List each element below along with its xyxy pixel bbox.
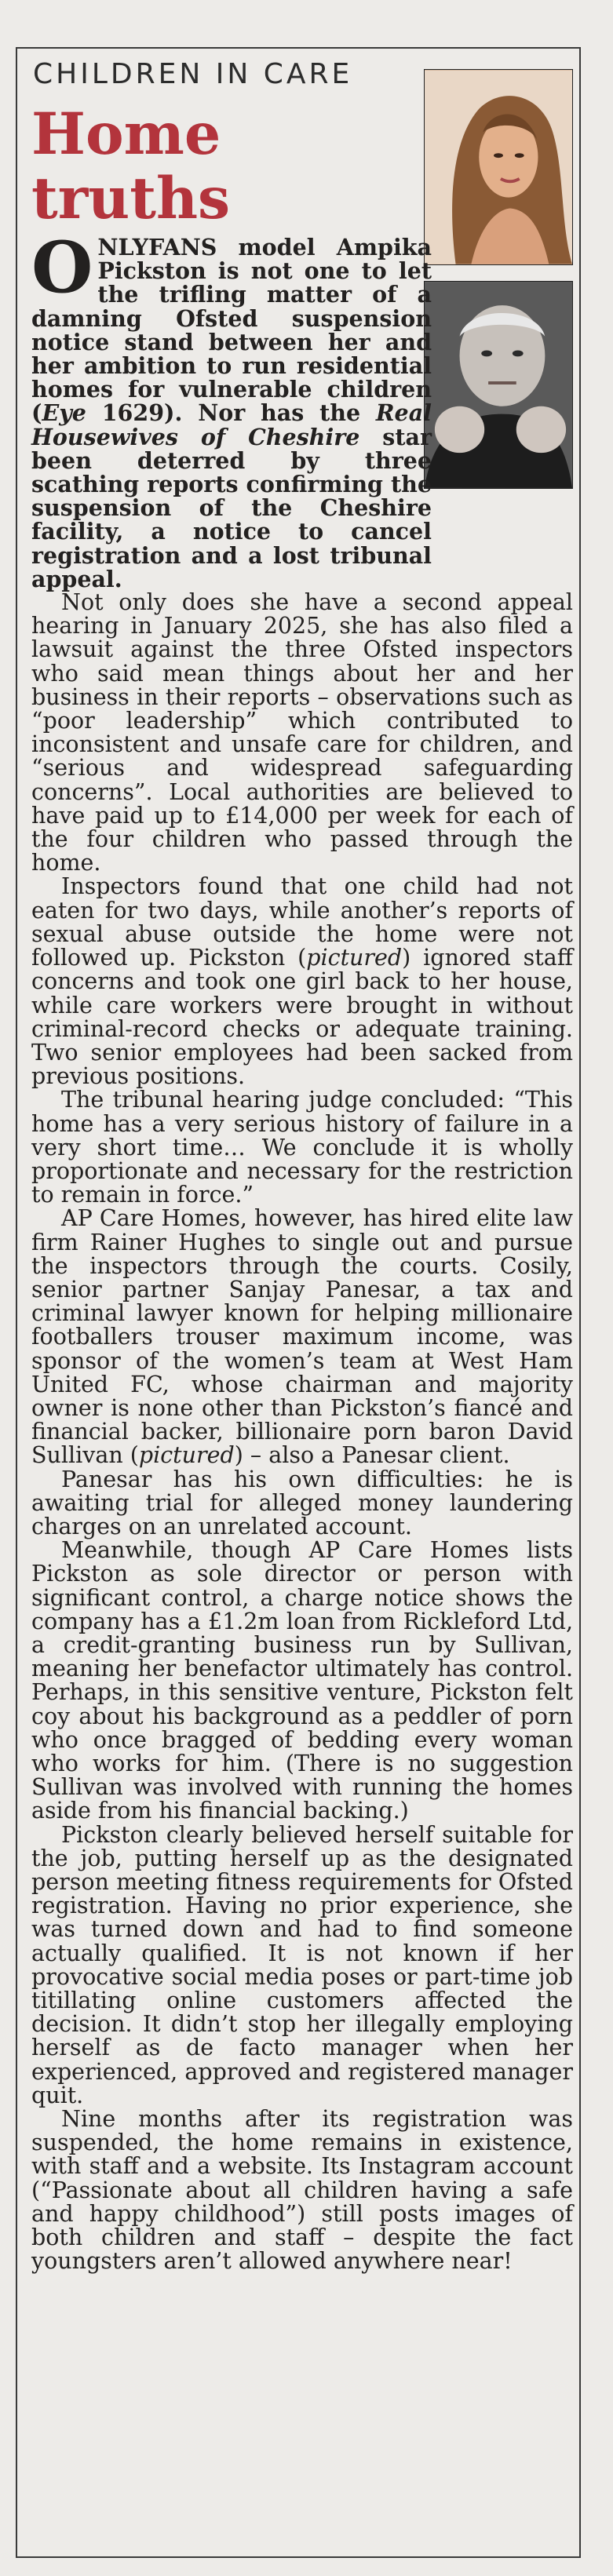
lede-text-2: 1629). Nor has the — [86, 399, 376, 427]
drop-cap: O — [31, 226, 93, 309]
paragraph-inspectors-text-2: ) ignored staff concerns and took one girl back to her house, while care workers were brought in without criminal-record checks or adequate training. Two senior employees had been sacked from previous positions. — [31, 945, 573, 1090]
section-label: CHILDREN IN CARE — [33, 58, 353, 90]
pictured-caption-1: pictured — [306, 945, 403, 971]
paragraph-law-firm — [31, 1207, 573, 1467]
paragraph-loan: Meanwhile, though AP Care Homes lists Pickston as sole director or person with significant control, a charge notice shows the company has a £1.2m loan from Rickleford Ltd, a credit-granting business run by Sullivan, meaning her benefactor ultimately has control. Perhaps, in this sensitive venture, Pickston felt coy about his background as a peddler of porn who once bragged of bedding every woman who works for him. (There is no suggestion Sullivan was involved with running the homes aside from his financial backing.) — [31, 1537, 573, 1824]
paragraph-inspectors — [31, 875, 573, 1088]
paragraph-tribunal: The tribunal hearing judge concluded: “This home has a very serious history of failure in a very short time… We conclude it is wholly proportionate and necessary for the restriction to remain in force.” — [31, 1087, 573, 1208]
headline-line-2: truths — [31, 165, 231, 232]
pictured-caption-2: pictured — [138, 1442, 235, 1469]
article-body — [31, 226, 573, 2275]
show-title: Real Housewives of Cheshire — [31, 399, 432, 450]
paragraph-inspectors-text-1: Inspectors found that one child had not eaten for two days, while another’s reports of sexual abuse outside the home were not followed up. Pickston ( — [31, 873, 573, 971]
paragraph-appeal: Not only does she have a second appeal hearing in January 2025, she has also filed a lawsuit against the three Ofsted inspectors who said mean things about her and her business in their reports – observations such as “poor leadership” which contributed to inconsistent and unsafe care for children, and “serious and widespread safeguarding concerns”. Local authorities are believed to have paid up to £14,000 per week for each of the four children who passed through the home. — [31, 589, 573, 876]
lede-text-3: star been deterred by three scathing reports confirming the suspension of the Cheshire facility, a notice to cancel registration and a lost tribunal appeal. — [31, 423, 432, 592]
paragraph-panesar: Panesar has his own difficulties: he is awaiting trial for alleged money laundering charges on an unrelated account. — [31, 1466, 573, 1539]
paragraph-law-firm-text-2: ) – also a Panesar client. — [234, 1442, 510, 1469]
headline-line-1: Home — [31, 100, 221, 168]
paragraph-registration: Pickston clearly believed herself suitable for the job, putting herself up as the designated person meeting fitness requirements for Ofsted registration. Having no prior experience, she was turned down and had to find someone actually qualified. It is not known if her provocative social media poses or part-time job titillating online customers affected the decision. It didn’t stop her illegally employing herself as de facto manager when her experienced, approved and registered manager quit. — [31, 1821, 573, 2108]
paragraph-instagram: Nine months after its registration was suspended, the home remains in existence, with staff and a website. Its Instagram account (“Passionate about all children having a safe and happy childhood”) still posts images of both children and staff – despite the fact youngsters aren’t allowed anywhere near! — [31, 2106, 573, 2275]
eye-reference: Eye — [42, 399, 86, 427]
headline — [31, 102, 230, 231]
lede-paragraph — [31, 226, 573, 592]
lede-text-1: NLYFANS model Ampika Pickston is not one to let the trifling matter of a damning Ofsted suspension notice stand between her and her ambition to run residential homes for vulnerable children ( — [31, 234, 432, 427]
paragraph-law-firm-text-1: AP Care Homes, however, has hired elite law firm Rainer Hughes to single out and pursue the inspectors through the courts. Cosily, senior partner Sanjay Panesar, a tax and criminal lawyer known for helping millionaire footballers trouser maximum income, was sponsor of the women’s team at West Ham United FC, whose chairman and majority owner is none other than Pickston’s fiancé and financial backer, billionaire porn baron David Sullivan ( — [31, 1205, 573, 1469]
